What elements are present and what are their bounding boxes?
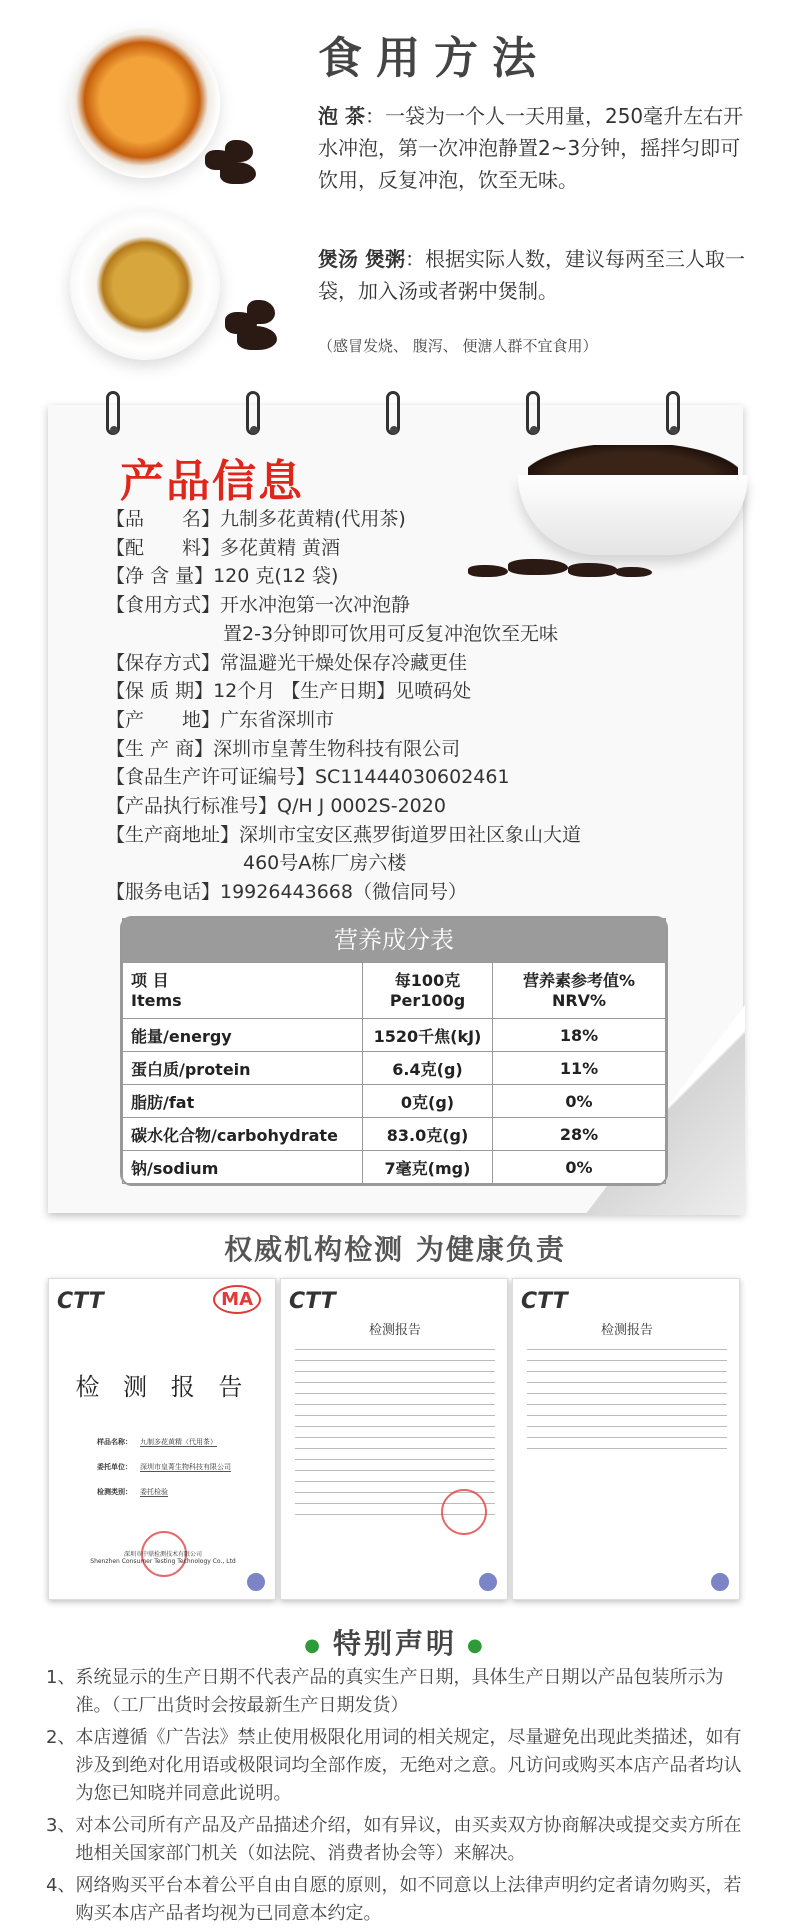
brew-instructions: [318, 100, 758, 196]
info-row: 【品 名】九制多花黄精(代用茶): [106, 508, 406, 530]
product-info-card: [48, 405, 743, 1213]
report-heading: 检测报告: [600, 1323, 653, 1338]
test-type-field: 检测类别： 委托检验: [97, 1488, 168, 1496]
list-item: 1、 系统显示的生产日期不代表产品的真实生产日期，具体生产日期以产品包装所示为准。（工厂出货时会按最新生产日期发货）: [46, 1667, 724, 1716]
ctt-logo: CTT: [289, 1289, 336, 1314]
nutrition-table: [120, 916, 668, 1186]
soup-instructions: [318, 243, 758, 307]
soup-bowl-image: [70, 210, 220, 360]
seal-icon: [479, 1573, 497, 1591]
header-items: 项 目 Items: [123, 963, 363, 1019]
lab-name: 深圳市中鼎检测技术有限公司 Shenzhen Consumer Testing Technology Co., Ltd: [90, 1551, 236, 1565]
info-row: 【保存方式】常温避光干燥处保存冷藏更佳: [106, 651, 468, 674]
dried-leaves-image: [205, 140, 265, 190]
table-row: 能量/energy 1520千焦(kJ) 18%: [123, 1019, 666, 1052]
table-row: 蛋白质/protein 6.4克(g) 11%: [123, 1052, 666, 1085]
test-report-page-3: [512, 1278, 740, 1600]
statement-title: ● 特别声明 ●: [304, 1627, 486, 1660]
usage-section: [0, 0, 790, 380]
binder-ring: [526, 391, 540, 435]
seal-icon: [711, 1573, 729, 1591]
list-item: 3、 对本公司所有产品及产品描述介绍，如有异议，由买卖双方协商解决或提交卖方所在地相关国家部门机关（如法院、消费者协会等）来解决。: [46, 1815, 742, 1864]
header-nrv: 营养素参考值% NRV%: [493, 963, 666, 1019]
soup-label: 煲汤 煲粥: [318, 247, 405, 271]
info-row: 【食品生产许可证编号】SC11444030602461: [106, 766, 510, 789]
info-row: 【净 含 量】120 克(12 袋): [106, 565, 339, 588]
statement-list: [46, 1664, 756, 1932]
nutrition-header-row: [123, 963, 666, 1019]
report-table-lines: [527, 1341, 727, 1451]
info-row: 460号A栋厂房六楼: [243, 852, 407, 875]
list-item: 4、 网络购买平台本着公平自由自愿的原则，如不同意以上法律声明约定者请勿购买，若购买本店产品者均视为已同意本约定。: [46, 1875, 742, 1924]
seal-icon: [247, 1573, 265, 1591]
brew-label: 泡 茶: [318, 104, 365, 128]
certification-title: 权威机构检测 为健康负责: [224, 1233, 566, 1266]
binder-ring: [666, 391, 680, 435]
ctt-logo: CTT: [57, 1289, 104, 1314]
binder-ring: [386, 391, 400, 435]
info-row: 【服务电话】19926443668（微信同号）: [106, 881, 467, 904]
report-heading: 检测报告: [368, 1323, 421, 1338]
info-row: 【保 质 期】12个月 【生产日期】见喷码处: [106, 680, 472, 703]
report-heading: 检 测 报 告: [75, 1373, 251, 1401]
info-row: 【生产商地址】深圳市宝安区燕罗街道罗田社区象山大道: [106, 823, 582, 846]
binder-ring: [246, 391, 260, 435]
usage-title: 食用方法: [318, 33, 550, 84]
product-info-list: [106, 505, 581, 907]
table-row: 脂肪/fat 0克(g) 0%: [123, 1085, 666, 1118]
test-report-page-2: [280, 1278, 508, 1600]
info-row: 【食用方式】开水冲泡第一次冲泡静: [106, 594, 411, 617]
table-row: 碳水化合物/carbohydrate 83.0克(g) 28%: [123, 1118, 666, 1151]
nutrition-table-title: 营养成分表: [122, 918, 666, 962]
product-info-title: 产品信息: [120, 456, 304, 507]
official-stamp: [441, 1489, 487, 1535]
table-row: 钠/sodium 7毫克(mg) 0%: [123, 1151, 666, 1184]
dried-leaves-image: [225, 300, 285, 355]
sample-name-field: 样品名称： 九制多花黄精（代用茶）: [97, 1438, 217, 1446]
info-row: 【产 地】广东省深圳市: [106, 708, 335, 731]
bullet-dot-icon: ●: [467, 1634, 486, 1656]
client-field: 委托单位： 深圳市皇菁生物科技有限公司: [97, 1463, 231, 1471]
bullet-dot-icon: ●: [304, 1634, 323, 1656]
soup-text: ：根据实际人数，建议每两至三人取一袋，加入汤或者粥中煲制。: [318, 247, 745, 303]
list-item: 2、 本店遵循《广告法》禁止使用极限化用词的相关规定，尽量避免出现此类描述，如有涉及到绝对化用语或极限词均全部作废，无绝对之意。凡访问或购买本店产品者均认为您已知晓并同意此说明。: [46, 1727, 742, 1804]
ctt-logo: CTT: [521, 1289, 568, 1314]
test-report-cover: [48, 1278, 276, 1600]
ma-mark: MA: [213, 1285, 261, 1314]
info-row: 【产品执行标准号】Q/H J 0002S-2020: [106, 795, 446, 818]
info-row: 【生 产 商】深圳市皇菁生物科技有限公司: [106, 737, 461, 760]
info-row: 置2-3分钟即可饮用可反复冲泡饮至无味: [223, 622, 559, 645]
binder-ring: [106, 391, 120, 435]
brew-text: ：一袋为一个人一天用量，250毫升左右开水冲泡，第一次冲泡静置2~3分钟，摇拌匀即可饮用，反复冲泡，饮至无味。: [318, 104, 744, 192]
tea-cup-image: [70, 28, 220, 178]
usage-warning-note: （感冒发烧、 腹泻、 便溏人群不宜食用）: [318, 337, 598, 355]
info-row: 【配 料】多花黄精 黄酒: [106, 536, 341, 559]
header-per100: 每100克 Per100g: [363, 963, 493, 1019]
